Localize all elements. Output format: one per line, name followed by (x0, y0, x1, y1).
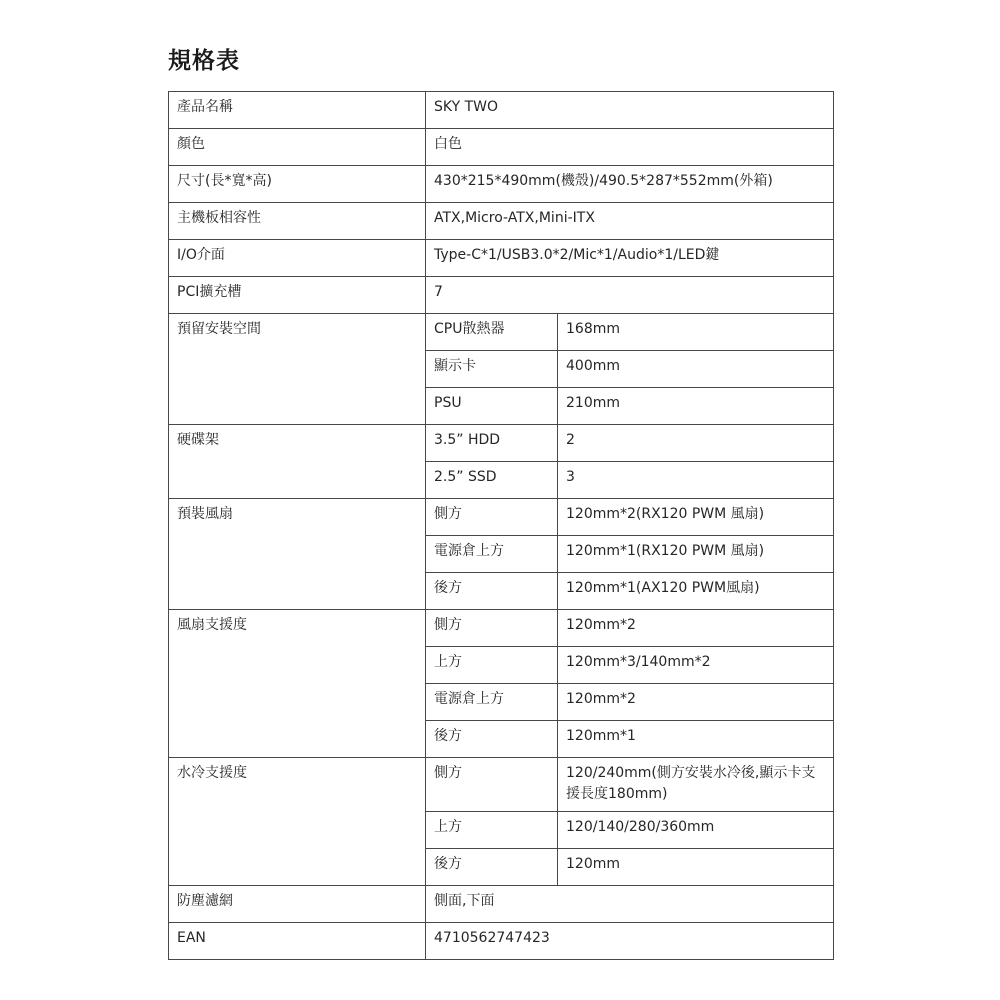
row-label: 硬碟架 (169, 425, 426, 499)
spec-table (168, 91, 834, 960)
row-value: 210mm (558, 388, 834, 425)
table-row (169, 129, 834, 166)
row-sublabel: 3.5” HDD (426, 425, 558, 462)
table-row (169, 277, 834, 314)
row-value: 白色 (426, 129, 834, 166)
row-value: 2 (558, 425, 834, 462)
row-value: 120mm*2 (558, 610, 834, 647)
table-row (169, 203, 834, 240)
row-sublabel: 後方 (426, 573, 558, 610)
row-sublabel: 後方 (426, 849, 558, 886)
row-sublabel: 電源倉上方 (426, 536, 558, 573)
row-label: 預裝風扇 (169, 499, 426, 610)
table-row (169, 610, 834, 647)
row-value: 168mm (558, 314, 834, 351)
row-value: 120mm*2(RX120 PWM 風扇) (558, 499, 834, 536)
row-label: 預留安裝空間 (169, 314, 426, 425)
row-sublabel: 側方 (426, 610, 558, 647)
table-row (169, 314, 834, 351)
row-label: PCI擴充槽 (169, 277, 426, 314)
row-sublabel: 後方 (426, 721, 558, 758)
row-sublabel: 電源倉上方 (426, 684, 558, 721)
row-value: 側面,下面 (426, 886, 834, 923)
row-label: 風扇支援度 (169, 610, 426, 758)
row-sublabel: CPU散熱器 (426, 314, 558, 351)
row-value: 3 (558, 462, 834, 499)
row-sublabel: PSU (426, 388, 558, 425)
row-value: 400mm (558, 351, 834, 388)
page-title: 規格表 (168, 48, 240, 74)
table-row (169, 425, 834, 462)
table-row (169, 886, 834, 923)
table-row (169, 240, 834, 277)
table-row (169, 499, 834, 536)
row-label: I/O介面 (169, 240, 426, 277)
row-value: 4710562747423 (426, 923, 834, 960)
row-value: 120mm*1 (558, 721, 834, 758)
row-sublabel: 上方 (426, 812, 558, 849)
row-sublabel: 2.5” SSD (426, 462, 558, 499)
row-sublabel: 側方 (426, 499, 558, 536)
row-value: ATX,Micro-ATX,Mini-ITX (426, 203, 834, 240)
table-row (169, 923, 834, 960)
row-label: 主機板相容性 (169, 203, 426, 240)
row-value: 120/240mm(側方安裝水冷後,顯示卡支援長度180mm) (558, 758, 834, 812)
row-sublabel: 側方 (426, 758, 558, 812)
row-label: 產品名稱 (169, 92, 426, 129)
row-value: 120/140/280/360mm (558, 812, 834, 849)
row-sublabel: 顯示卡 (426, 351, 558, 388)
row-value: 120mm (558, 849, 834, 886)
row-value: SKY TWO (426, 92, 834, 129)
table-row (169, 92, 834, 129)
row-label: 防塵濾網 (169, 886, 426, 923)
table-row (169, 166, 834, 203)
row-label: 水冷支援度 (169, 758, 426, 886)
row-value: 120mm*1(RX120 PWM 風扇) (558, 536, 834, 573)
table-row (169, 758, 834, 812)
row-sublabel: 上方 (426, 647, 558, 684)
row-label: 顏色 (169, 129, 426, 166)
row-value: Type-C*1/USB3.0*2/Mic*1/Audio*1/LED鍵 (426, 240, 834, 277)
row-label: EAN (169, 923, 426, 960)
row-value: 120mm*3/140mm*2 (558, 647, 834, 684)
row-value: 120mm*2 (558, 684, 834, 721)
row-label: 尺寸(長*寬*高) (169, 166, 426, 203)
row-value: 120mm*1(AX120 PWM風扇) (558, 573, 834, 610)
row-value: 7 (426, 277, 834, 314)
row-value: 430*215*490mm(機殼)/490.5*287*552mm(外箱) (426, 166, 834, 203)
